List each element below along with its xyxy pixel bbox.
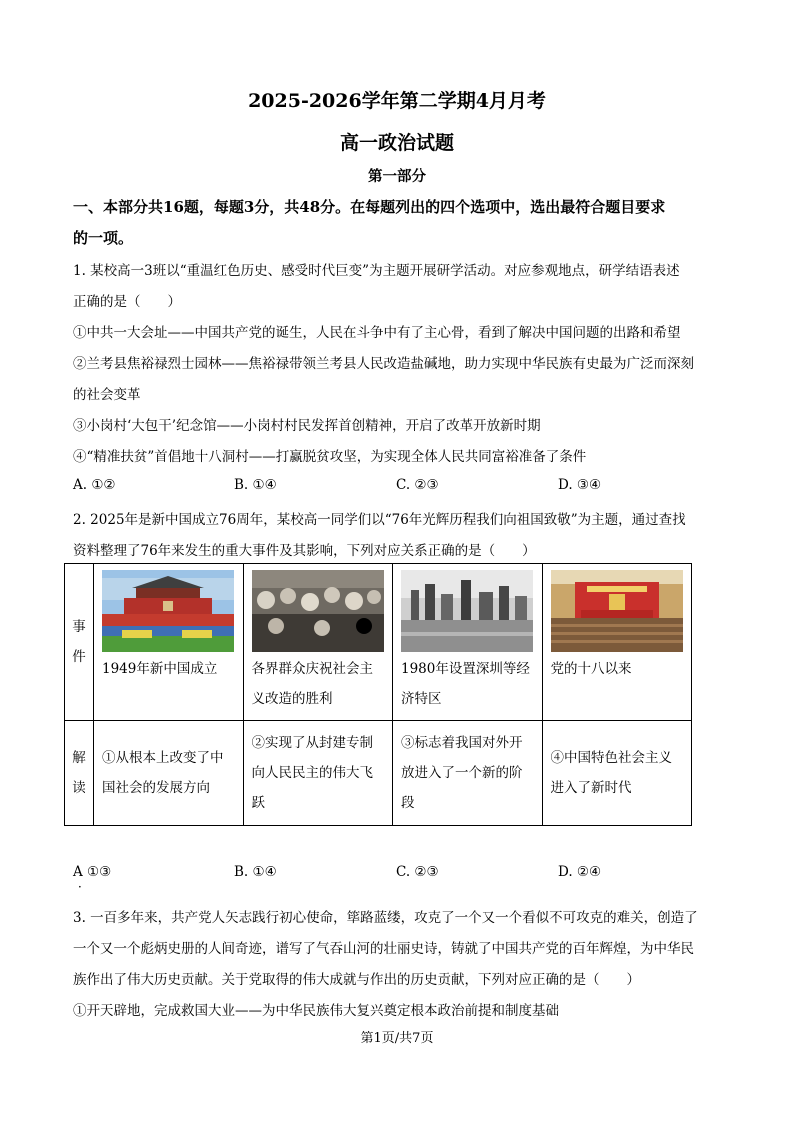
row-label-events: 事 件 (65, 564, 94, 721)
q1-item1: ①中共一大会址——中国共产党的诞生，人民在斗争中有了主心骨，看到了解决中国问题的出路和希望 (73, 325, 681, 341)
reading-cell-2: ②实现了从封建专制 向人民民主的伟大飞 跃 (243, 721, 393, 826)
q1-item3: ③小岗村‘大包干’纪念馆——小岗村村民发挥首创精神，开启了改革开放新时期 (73, 418, 541, 434)
crowd-celebration-photo (252, 570, 384, 652)
congress-hall-photo (551, 570, 683, 652)
events-table (64, 563, 692, 826)
subject-title: 高一政治试题 (339, 132, 454, 154)
exam-title: 2025-2026学年第二学期4月月考 (248, 90, 546, 112)
instructions-line1: 一、本部分共16题，每题3分，共48分。在每题列出的四个选项中，选出最符合题目要求 (73, 198, 666, 216)
reading-cell-3: ③标志着我国对外开 放进入了一个新的阶 段 (393, 721, 543, 826)
event-caption-socialist-1: 各界群众庆祝社会主 (251, 661, 373, 677)
q1-stem-line1: 1. 某校高一3班以“重温红色历史、感受时代巨变”为主题开展研学活动。对应参观地点，研学结语表述 (73, 263, 680, 279)
q1-option-c: C. ②③ (396, 477, 439, 493)
row-label-readings: 解 读 (65, 721, 94, 826)
tiananmen-celebration-photo (102, 570, 234, 652)
q2-option-d: D. ②④ (558, 864, 602, 880)
instructions-line2: 的一项。 (73, 229, 134, 247)
q1-item4: ④“精准扶贫”首倡地十八洞村——打赢脱贫攻坚，为实现全体人民共同富裕准备了条件 (73, 449, 587, 465)
q1-option-d: D. ③④ (558, 477, 602, 493)
q2-option-c: C. ②③ (396, 864, 439, 880)
q1-stem-line2: 正确的是（ ） (73, 294, 181, 310)
q3-stem-line3: 族作出了伟大历史贡献。关于党取得的伟大成就与作出的历史贡献，下列对应正确的是（ ） (73, 972, 640, 988)
event-caption-18th: 党的十八以来 (550, 661, 632, 677)
q1-item2-line2: 的社会变革 (73, 387, 141, 403)
q2-option-a-dot: ． (78, 876, 91, 890)
event-caption-1980-1: 1980年设置深圳等经 (401, 661, 530, 677)
q2-stem-line2: 资料整理了76年来发生的重大事件及其影响，下列对应关系正确的是（ ） (73, 543, 536, 559)
reading-cell-1: ①从根本上改变了中 国社会的发展方向 (94, 721, 244, 826)
q2-option-b: B. ①④ (234, 864, 277, 880)
events-row (65, 564, 692, 721)
q1-option-b: B. ①④ (234, 477, 277, 493)
readings-row (65, 721, 692, 826)
event-cell-socialist-transformation (243, 564, 393, 721)
reading-cell-4: ④中国特色社会主义 进入了新时代 (542, 721, 692, 826)
event-cell-1949 (94, 564, 244, 721)
q2-stem-line1: 2. 2025年是新中国成立76周年，某校高一同学们以“76年光辉历程我们向祖国致敬”为主题，通过查找 (73, 512, 686, 528)
event-caption-1949: 1949年新中国成立 (102, 661, 218, 677)
event-caption-socialist-2: 义改造的胜利 (251, 691, 333, 707)
q2-option-a: A ①③ (73, 864, 112, 880)
q3-stem-line2: 一个又一个彪炳史册的人间奇迹，谱写了气吞山河的壮丽史诗，铸就了中国共产党的百年辉煌，为中华民 (73, 941, 694, 957)
shenzhen-city-photo (401, 570, 533, 652)
event-cell-1980 (393, 564, 543, 721)
page-footer: 第1页/共7页 (360, 1031, 434, 1046)
q1-option-a: A. ①② (73, 477, 116, 493)
event-caption-1980-2: 济特区 (401, 691, 442, 707)
event-cell-18th-congress (542, 564, 692, 721)
q3-stem-line1: 3. 一百多年来，共产党人矢志践行初心使命，筚路蓝缕，攻克了一个又一个看似不可攻克的难关，创造了 (73, 910, 698, 926)
q1-item2-line1: ②兰考县焦裕禄烈士园林——焦裕禄带领兰考县人民改造盐碱地，助力实现中华民族有史最为广泛而深刻 (73, 356, 694, 372)
part-title: 第一部分 (368, 168, 426, 185)
q3-item1: ①开天辟地，完成救国大业——为中华民族伟大复兴奠定根本政治前提和制度基础 (73, 1003, 559, 1019)
